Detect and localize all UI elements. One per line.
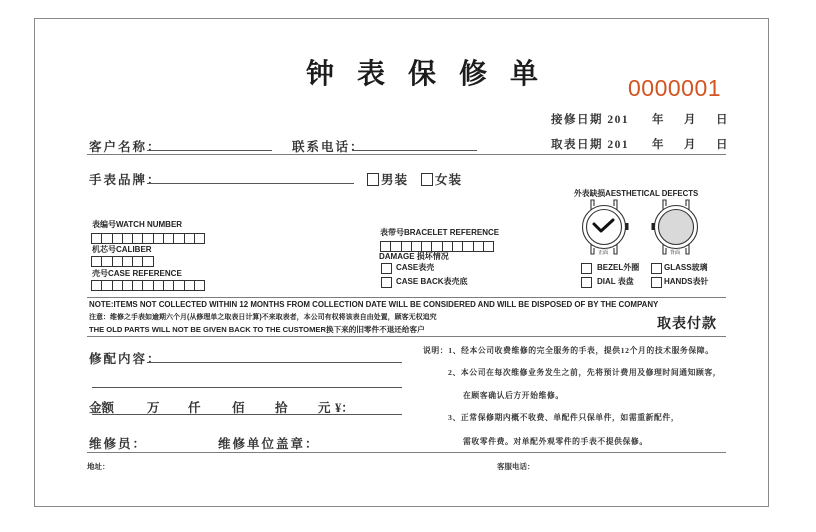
bezel-checkbox[interactable] xyxy=(581,263,592,274)
bracelet-reference-boxes[interactable] xyxy=(380,241,493,251)
terms-line-3: 在顾客确认后方开始维修。 xyxy=(463,391,564,400)
female-checkbox[interactable] xyxy=(421,173,433,186)
caliber-label: 机芯号CALIBER xyxy=(92,245,152,254)
male-label: 男装 xyxy=(381,173,409,187)
glass-label: GLASS玻璃 xyxy=(664,263,708,272)
watch-front-icon xyxy=(583,200,629,254)
divider xyxy=(87,297,726,298)
customer-name-label: 客户名称： xyxy=(89,140,162,154)
damage-label: DAMAGE 损坏情况 xyxy=(379,252,449,261)
form-title: 钟表保修单 xyxy=(306,57,562,90)
front-label: 正面 xyxy=(598,250,609,256)
customer-name-field[interactable] xyxy=(147,150,272,151)
case-label: CASE表壳 xyxy=(396,263,435,272)
terms-text: 1、经本公司收费维修的完全服务的手表，提供12个月的技术服务保障。 xyxy=(448,346,714,355)
gender-option-male[interactable] xyxy=(367,170,408,188)
dial-checkbox[interactable] xyxy=(581,277,592,288)
notice-line-2: 注意：维修之手表如逾期六个月(从修理单之取表日计算)不来取表者，本公司有权将该表自由处置，顾客无权追究 xyxy=(89,314,437,321)
back-label: 背面 xyxy=(670,250,681,256)
receive-year: 年 xyxy=(652,114,665,126)
notice-line-1: NOTE:ITEMS NOT COLLECTED WITHIN 12 MONTHS FROM COLLECTION DATE WILL BE CONSIDERED AND WILL BE DISPOSED OF BY THE COMPANY xyxy=(89,300,659,309)
digit-box[interactable] xyxy=(194,233,205,244)
pickup-date-label xyxy=(551,136,629,152)
receive-date-text: 接修日期 xyxy=(551,114,603,126)
hands-checkbox[interactable] xyxy=(651,277,662,288)
amount-unit-wan: 万 xyxy=(147,401,160,415)
pickup-payment-label: 取表付款 xyxy=(657,316,717,332)
case-reference-boxes[interactable] xyxy=(91,280,204,290)
amount-label: 金额 xyxy=(89,401,115,415)
watch-number-boxes[interactable] xyxy=(91,233,204,243)
watch-diagram xyxy=(575,198,710,256)
caliber-boxes[interactable] xyxy=(91,256,153,266)
watch-brand-field[interactable] xyxy=(147,183,354,184)
amount-unit-yuan: 元 xyxy=(318,401,331,415)
serial-number: 0000001 xyxy=(628,75,722,101)
case-checkbox[interactable] xyxy=(381,263,392,274)
repair-content-field-line-2[interactable] xyxy=(92,387,402,388)
notice-line-3: THE OLD PARTS WILL NOT BE GIVEN BACK TO THE CUSTOMER换下来的旧零件不退还给客户 xyxy=(89,325,425,334)
amount-unit-bai: 佰 xyxy=(232,401,245,415)
stamp-label: 维修单位盖章： xyxy=(218,437,320,451)
repair-content-label: 修配内容： xyxy=(89,352,162,366)
female-label: 女装 xyxy=(435,173,463,187)
divider xyxy=(87,452,726,453)
case-reference-label: 壳号CASE REFERENCE xyxy=(92,269,182,278)
receive-month: 月 xyxy=(684,114,697,126)
terms-line-1 xyxy=(423,345,714,356)
terms-line-4: 3、正常保修期内概不收费、单配件只保单件，如需重新配件， xyxy=(448,413,680,422)
case-back-label: CASE BACK表壳底 xyxy=(396,277,468,286)
contact-phone-label: 联系电话： xyxy=(292,140,365,154)
gender-option-female[interactable] xyxy=(421,170,462,188)
watch-number-label: 表编号WATCH NUMBER xyxy=(92,220,183,229)
receive-date-label xyxy=(551,111,629,127)
watch-brand-label: 手表品牌： xyxy=(89,173,162,187)
amount-unit-qian: 仟 xyxy=(188,401,201,415)
receive-day: 日 xyxy=(716,114,729,126)
technician-label: 维修员： xyxy=(89,437,148,451)
aesthetic-defects-title: 外表缺损AESTHETICAL DEFECTS xyxy=(574,189,699,198)
hands-label: HANDS表针 xyxy=(664,277,709,286)
pickup-date-year-prefix[interactable]: 201 xyxy=(607,139,630,151)
pickup-date-text: 取表日期 xyxy=(551,139,603,151)
contact-phone-field[interactable] xyxy=(352,150,477,151)
bezel-label: BEZEL外圈 xyxy=(597,263,640,272)
digit-box[interactable] xyxy=(142,256,153,267)
service-phone-label: 客服电话： xyxy=(497,462,535,471)
terms-line-5: 需收零件费。对单配外观零件的手表不提供保修。 xyxy=(463,437,648,446)
male-checkbox[interactable] xyxy=(367,173,379,186)
amount-unit-shi: 拾 xyxy=(275,401,288,415)
divider xyxy=(87,154,726,155)
amount-field[interactable] xyxy=(92,414,402,415)
amount-currency: ¥： xyxy=(335,401,354,415)
terms-heading: 说明： xyxy=(423,346,449,355)
pickup-day: 日 xyxy=(716,139,729,151)
glass-checkbox[interactable] xyxy=(651,263,662,274)
bracelet-reference-label: 表带号BRACELET REFERENCE xyxy=(380,228,500,237)
pickup-month: 月 xyxy=(684,139,697,151)
digit-box[interactable] xyxy=(194,280,205,291)
address-label: 地址： xyxy=(87,462,110,471)
dial-label: DIAL 表盘 xyxy=(597,277,634,286)
repair-content-field[interactable] xyxy=(147,362,402,363)
case-back-checkbox[interactable] xyxy=(381,277,392,288)
pickup-year: 年 xyxy=(652,139,665,151)
divider xyxy=(87,336,726,337)
terms-line-2: 2、本公司在每次维修业务发生之前，先将预计费用及修理时间通知顾客， xyxy=(448,368,722,377)
watch-back-icon xyxy=(652,200,698,254)
digit-box[interactable] xyxy=(483,241,494,252)
receive-date-year-prefix[interactable]: 201 xyxy=(607,114,630,126)
